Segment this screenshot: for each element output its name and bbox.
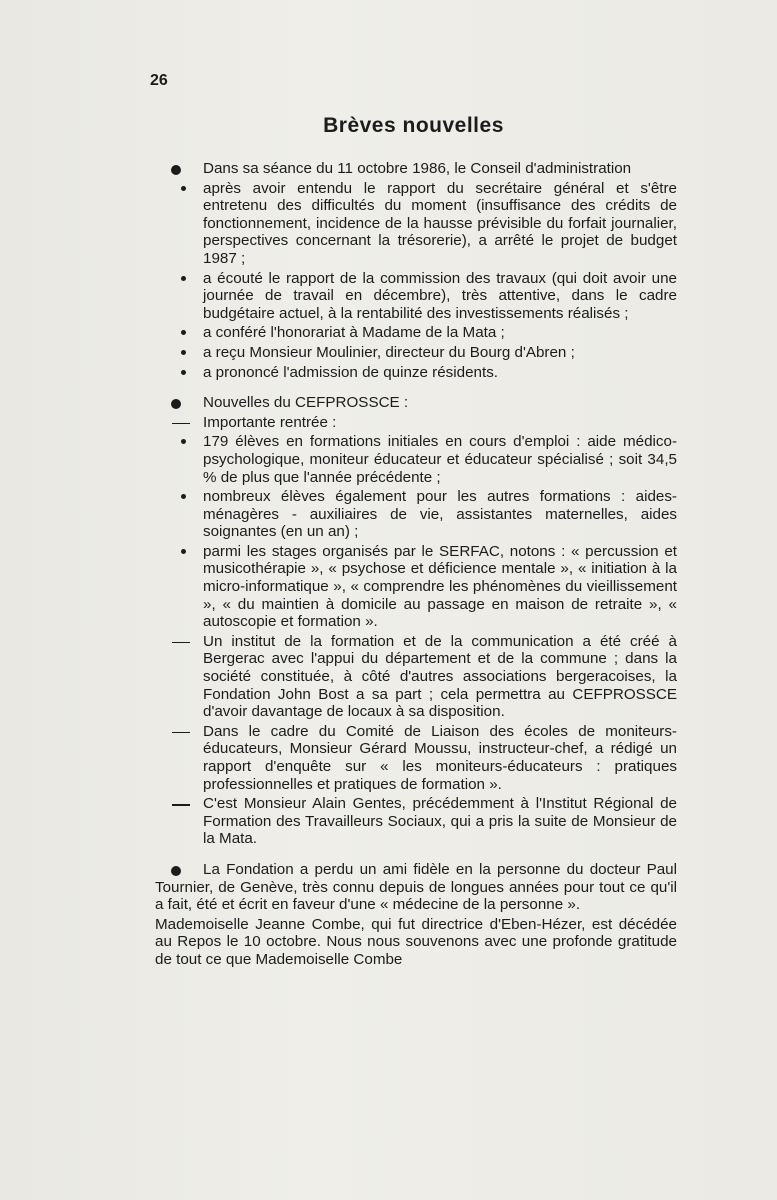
list-item	[155, 795, 677, 848]
obituary-text-2: Mademoiselle Jeanne Combe, qui fut directrice d'Eben-Hézer, est décédée au Repos le 10 octobre. Nous nous souvenons avec une profonde gratitude de tout ce que Mademoiselle Combe	[155, 915, 677, 968]
obituary-paragraph	[155, 861, 677, 914]
list-item	[155, 633, 677, 721]
obituary-paragraph-2	[155, 916, 677, 969]
news-list	[155, 160, 677, 848]
list-item	[155, 270, 677, 323]
list-item-text: Un institut de la formation et de la communication a été créé à Bergerac avec l'appui du département et de la commune ; dans la société constituée, à côté d'autres associations bergeracoises, la Fondation John Bost a sa part ; cela permettra au CEFPROSSCE d'avoir davantage de locaux à sa disposition.	[203, 632, 677, 721]
list-item	[155, 723, 677, 793]
list-item	[155, 488, 677, 541]
list-item-text: a reçu Monsieur Moulinier, directeur du Bourg d'Abren ;	[203, 343, 575, 361]
list-item-text: après avoir entendu le rapport du secrétaire général et s'être entretenu des difficultés du moment (insuffisance des crédits de fonctionnement, incidence de la hausse prévisible du forfait journalier, perspectives concernant la trésorerie), a arrêté le projet de budget 1987 ;	[203, 179, 677, 267]
list-item	[155, 180, 677, 268]
list-item-text: a prononcé l'admission de quinze résidents.	[203, 363, 499, 381]
list-item	[155, 324, 677, 342]
list-item-text: Dans le cadre du Comité de Liaison des écoles de moniteurs-éducateurs, Monsieur Gérard Moussu, instructeur-chef, a rédigé un rapport d'enquête sur « les moniteurs-éducateurs : pratiques professionnelles et pratiques de formation ».	[203, 722, 677, 793]
list-item-text: Importante rentrée :	[203, 413, 337, 431]
list-item-text: Dans sa séance du 11 octobre 1986, le Conseil d'administration	[203, 160, 632, 177]
list-item	[155, 160, 677, 178]
list-item	[155, 394, 677, 412]
list-item	[155, 344, 677, 362]
article-body	[155, 160, 677, 969]
page-number: 26	[150, 72, 168, 89]
list-item	[155, 364, 677, 382]
list-item-text: a écouté le rapport de la commission des travaux (qui doit avoir une journée de travail en décembre), très attentive, dans le cadre budgétaire actuel, à la rentabilité des investissements réalisés ;	[203, 269, 677, 322]
list-item-text: a conféré l'honorariat à Madame de la Mata ;	[203, 324, 505, 342]
list-item-text: C'est Monsieur Alain Gentes, précédemment à l'Institut Régional de Formation des Travailleurs Sociaux, qui a pris la suite de Monsieur de la Mata.	[203, 795, 677, 848]
bullet-icon	[171, 866, 181, 876]
list-item	[155, 543, 677, 631]
list-item-text: Nouvelles du CEFPROSSCE :	[203, 394, 409, 412]
obituary-text: La Fondation a perdu un ami fidèle en la personne du docteur Paul Tournier, de Genève, très connu depuis de longues années pour tout ce qu'il a fait, été et écrit en faveur d'une « médecine de la personne ».	[155, 860, 677, 914]
list-item-text: parmi les stages organisés par le SERFAC, notons : « percussion et musicothérapie », « psychose et déficience mentale », « initiation à la micro-informatique », « comprendre les phénomènes du vieillissement », « du maintien à domicile au passage en maison de retraite », « autoscopie et formation ».	[203, 542, 677, 631]
list-item-text: 179 élèves en formations initiales en cours d'emploi : aide médico-psychologique, moniteur éducateur et éducateur spécialisé ; soit 34,5 % de plus que l'année précédente ;	[203, 433, 677, 486]
list-item	[155, 433, 677, 486]
page-title: Brèves nouvelles	[323, 114, 504, 137]
list-item	[155, 414, 677, 432]
list-item-text: nombreux élèves également pour les autres formations : aides-ménagères - auxiliaires de vie, assistantes maternelles, aides soignantes (en un an) ;	[203, 488, 677, 541]
